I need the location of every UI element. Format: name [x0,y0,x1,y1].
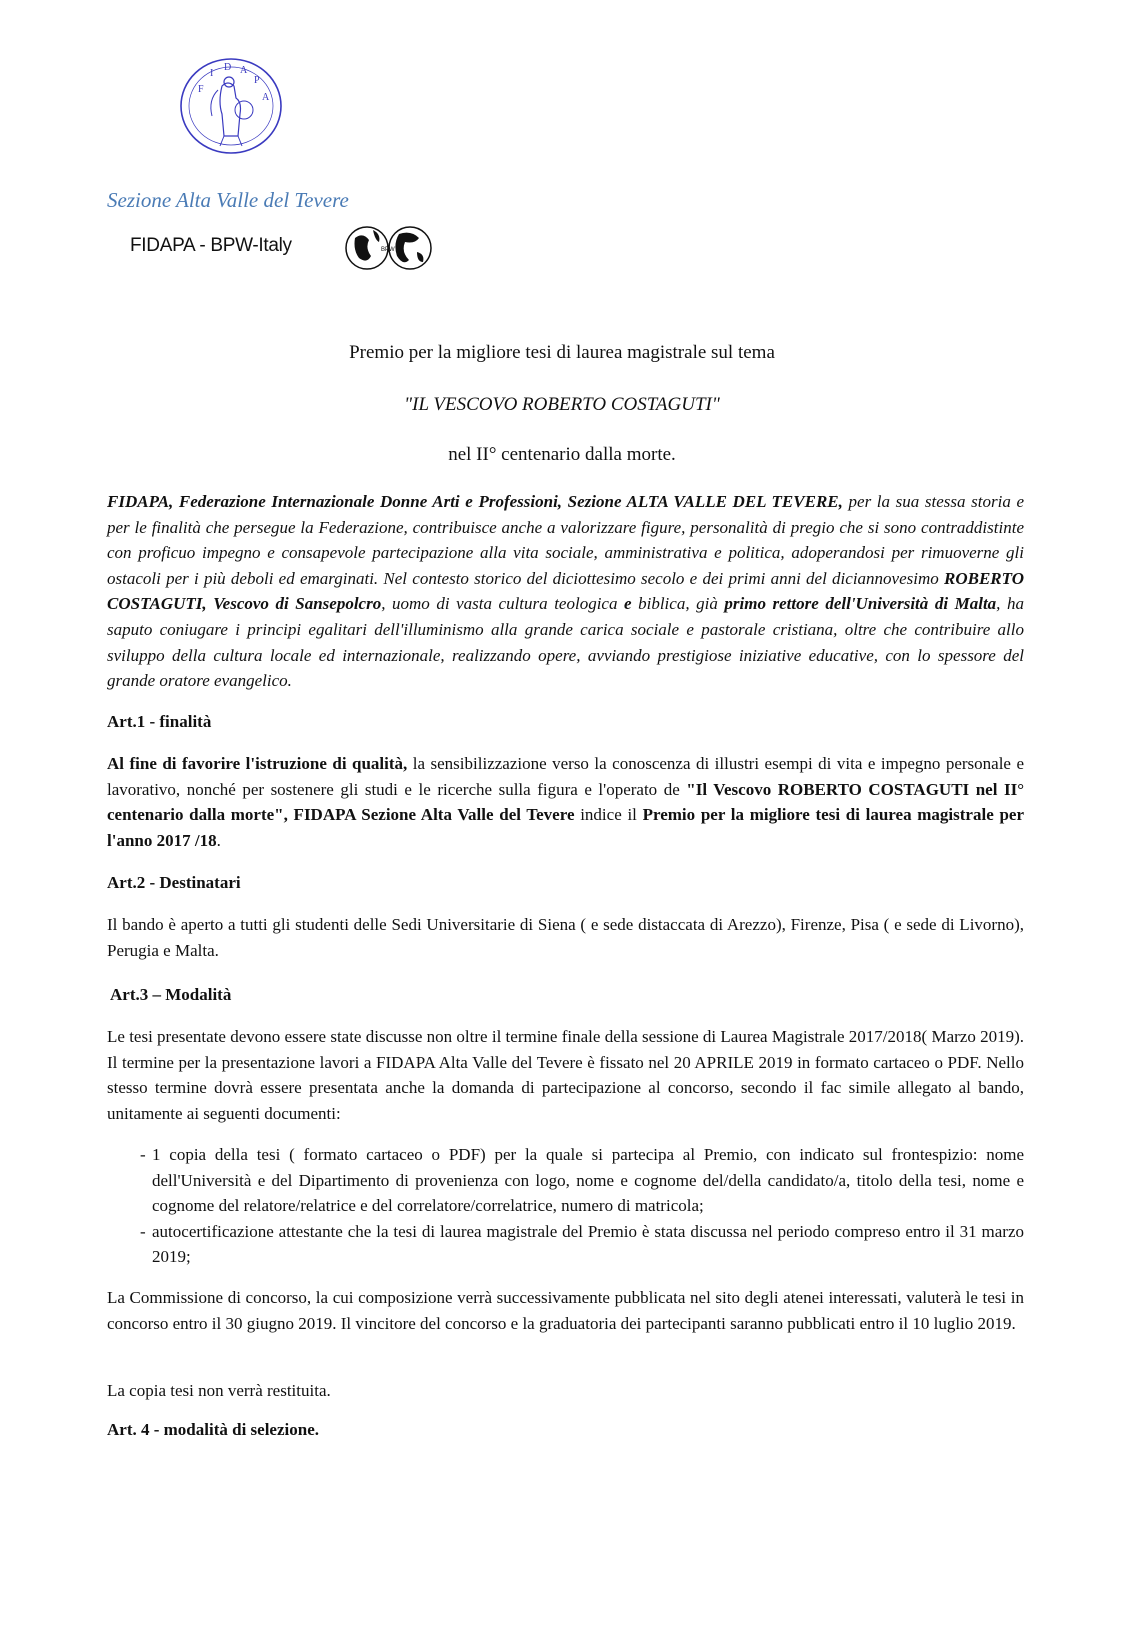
art1-text-3: . [216,830,221,850]
art1-bold-2: "Il Vescovo ROBERTO COSTAGUTI nel II° centenario dalla morte", FIDAPA Sezione Alta Valle del Tevere [107,779,1024,825]
organization-name: FIDAPA - BPW-Italy [130,235,292,256]
fidapa-seal-logo [178,56,284,156]
art2-paragraph: Il bando è aperto a tutti gli studenti delle Sedi Universitarie di Siena ( e sede distaccata di Arezzo), Firenze, Pisa ( e sede di Livorno), Perugia e Malta. [107,915,1024,960]
list-item-text: autocertificazione attestante che la tesi di laurea magistrale del Premio è stata discussa nel periodo compreso entro il 31 marzo 2019; [152,1221,1024,1267]
section-name: Sezione Alta Valle del Tevere [107,188,349,212]
svg-text:A: A [262,92,270,103]
list-bullet: - [140,1145,146,1164]
title-line-2: "IL VESCOVO ROBERTO COSTAGUTI" [404,394,720,415]
art2-heading: Art.2 - Destinatari [107,873,241,892]
svg-text:BPW: BPW [381,247,395,253]
art1-bold-1: Al fine di favorire l'istruzione di qualità, [107,754,408,773]
intro-bold-4: primo rettore dell'Università di Malta [724,594,997,614]
intro-bold-1: FIDAPA, Federazione Internazionale Donne Arti e Professioni, Sezione ALTA VALLE DEL TEVERE, [107,492,843,511]
art1-heading: Art.1 - finalità [107,712,212,731]
list-item-text: 1 copia della tesi ( formato cartaceo o PDF) per la quale si partecipa al Premio, con indicato sul frontespizio: nome dell'Università e del Dipartimento di provenienza con logo, nome e cognome del/della candidato/a, titolo della tesi, nome e cognome del relatore/relatrice e del correlatore/correlatrice, numero di matricola; [152,1145,1024,1216]
art1-text-2: indice il [574,805,643,825]
commission-paragraph: La Commissione di concorso, la cui composizione verrà successivamente pubblicata nel sito degli atenei interessati, valuterà le tesi in concorso entro il 30 giugno 2019. Il vincitore del concorso e la graduatoria dei partecipanti saranno pubblicati entro il 10 luglio 2019. [107,1288,1024,1333]
intro-text-1: per la sua stessa storia e per le finalità che persegue la Federazione, contribuisce anche a valorizzare figure, personalità di pregio che si sono contraddistinte con proficuo impegno e consapevole partecipazione alla vita sociale, amministrativa e politica, adoperandosi per rimuoverne gli ostacoli per i più deboli ed emarginati. Nel contesto storico del diciottesimo secolo e dei primi anni del diciannovesimo [107,492,1025,588]
svg-text:F: F [198,84,204,95]
art3-heading: Art.3 – Modalità [110,985,232,1004]
art1-paragraph [107,751,1024,853]
svg-text:P: P [254,75,260,86]
title-line-1: Premio per la migliore tesi di laurea magistrale sul tema [349,342,775,363]
intro-text-2: , uomo di vasta cultura teologica [381,594,625,614]
art3-paragraph: Le tesi presentate devono essere state discusse non oltre il termine finale della sessione di Laurea Magistrale 2017/2018( Marzo 2019). Il termine per la presentazione lavori a FIDAPA Alta Valle del Tevere è fissato nel 20 APRILE 2019 in formato cartaceo o PDF. Nello stesso termine dovrà essere presentata anche la domanda di partecipazione al concorso, secondo il fac simile allegato al bando, unitamente ai seguenti documenti: [107,1027,1024,1123]
intro-text-3: biblica, già [631,594,725,614]
art1-text-1: la sensibilizzazione verso la conoscenza di illustri esempi di vita e impegno personale e lavorativo, nonché per sostenere gli studi e le ricerche sulla figura e l'operato de [107,754,1024,799]
list-item [107,1142,1024,1219]
list-bullet: - [140,1221,146,1241]
intro-bold-3: e [624,594,632,614]
art4-heading: Art. 4 - modalità di selezione. [107,1420,319,1439]
art1-bold-3: Premio per la migliore tesi di laurea magistrale per l'anno 2017 /18 [107,805,1024,850]
list-item [107,1219,1024,1270]
intro-text-4: , ha saputo coniugare i principi egalitari dell'illuminismo alla grande carica sociale e pastorale cristiana, oltre che contribuire allo sviluppo della cultura locale ed internazionale, realizzando opere, avviando prestigiose iniziative educative, con lo spessore del grande oratore evangelico. [107,594,1024,691]
svg-text:D: D [224,62,232,73]
bpw-globe-logo [345,222,433,274]
art3-document-list [107,1142,1024,1270]
copy-note: La copia tesi non verrà restituita. [107,1381,331,1400]
title-line-3: nel II° centenario dalla morte. [448,444,676,465]
intro-paragraph [107,489,1024,694]
svg-text:A: A [240,65,248,76]
svg-text:I: I [210,68,214,79]
intro-bold-2: ROBERTO COSTAGUTI, Vescovo di Sansepolcro [107,568,1024,614]
